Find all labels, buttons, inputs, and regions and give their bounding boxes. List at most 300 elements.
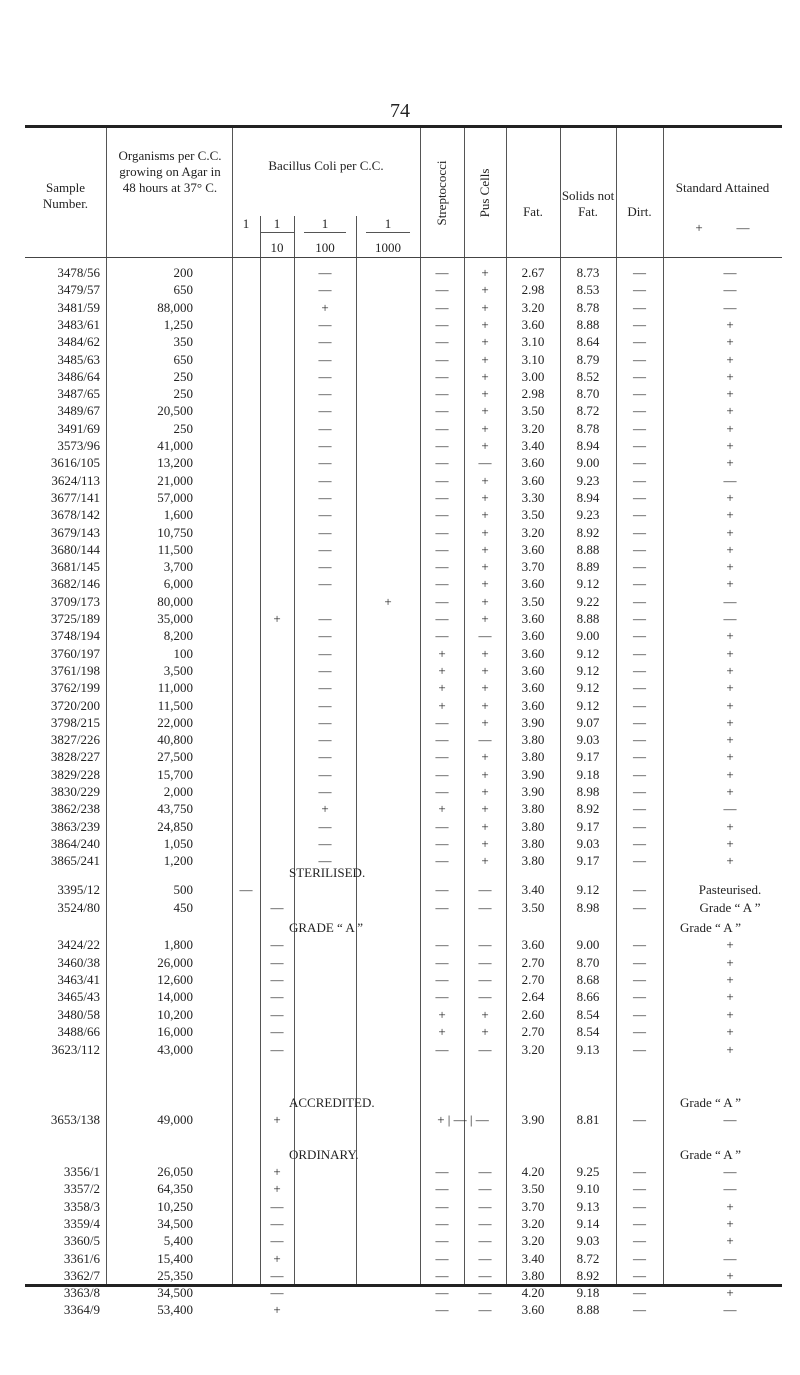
table-row — [25, 748, 782, 765]
cell-standard: — — [723, 1181, 737, 1197]
cell-coli-100: — — [318, 489, 332, 505]
cell-organisms: 27,500 — [157, 749, 193, 765]
cell-organisms: 450 — [173, 900, 193, 915]
cell-standard: + — [726, 1198, 734, 1214]
cell-fat: 3.70 — [521, 559, 545, 575]
cell-fat: 2.98 — [521, 386, 545, 402]
cell-solids: 8.66 — [576, 989, 600, 1004]
cell-fat: 3.60 — [521, 628, 545, 644]
cell-streptococci: + | — | — — [437, 1112, 489, 1127]
table-row — [25, 420, 782, 437]
cell-sample-number: 3479/57 — [57, 282, 100, 298]
cell-streptococci: — — [435, 334, 449, 350]
cell-organisms: 2,000 — [163, 784, 193, 799]
table-row — [25, 1041, 782, 1058]
cell-organisms: 1,050 — [163, 835, 193, 851]
cell-streptococci: — — [435, 420, 449, 436]
table-row — [25, 281, 782, 298]
cell-standard: + — [726, 766, 734, 782]
cell-solids: 9.03 — [576, 835, 600, 851]
cell-sample-number: 3862/238 — [50, 801, 100, 817]
cell-pus-cells: + — [481, 801, 489, 817]
cell-streptococci: — — [435, 1164, 449, 1179]
cell-solids: 8.92 — [576, 524, 600, 540]
cell-coli-100: — — [318, 507, 332, 523]
header-standard: Standard Attained — [675, 180, 770, 195]
cell-pus-cells: — — [478, 955, 492, 970]
cell-organisms: 26,000 — [157, 955, 193, 970]
cell-fat: 3.50 — [521, 1181, 545, 1197]
cell-standard: + — [726, 1285, 734, 1301]
cell-solids: 9.00 — [576, 937, 600, 952]
cell-dirt: — — [633, 611, 646, 626]
cell-fat: 3.90 — [521, 1112, 545, 1127]
cell-solids: 9.12 — [576, 680, 600, 696]
cell-streptococci: + — [438, 680, 446, 696]
cell-standard: — — [723, 593, 737, 609]
cell-solids: 9.23 — [576, 507, 600, 523]
cell-fat: 3.20 — [521, 420, 545, 436]
cell-fat: 3.20 — [521, 1233, 545, 1249]
cell-streptococci: — — [435, 438, 449, 453]
cell-standard: — — [723, 611, 737, 626]
cell-coli-100: — — [318, 732, 332, 748]
cell-dirt: — — [633, 1302, 646, 1318]
cell-coli-10: + — [273, 611, 281, 626]
cell-dirt: — — [633, 282, 646, 298]
header-coli-10-num: 1 — [260, 216, 294, 233]
cell-pus-cells: + — [481, 680, 489, 696]
table-row — [25, 385, 782, 402]
cell-fat: 3.80 — [521, 853, 545, 869]
cell-coli-100: — — [318, 766, 332, 782]
cell-solids: 8.64 — [576, 334, 600, 350]
table-row — [25, 1301, 782, 1318]
cell-solids: 9.10 — [576, 1181, 600, 1197]
cell-coli-100: — — [318, 680, 332, 696]
cell-dirt: — — [633, 714, 646, 730]
cell-pus-cells: + — [481, 472, 489, 488]
cell-pus-cells: — — [478, 1215, 492, 1231]
cell-fat: 3.60 — [521, 662, 545, 678]
cell-pus-cells: + — [481, 1024, 489, 1039]
cell-dirt: — — [633, 559, 646, 575]
cell-streptococci: — — [435, 714, 449, 730]
cell-coli-1000: + — [384, 593, 392, 609]
cell-dirt: — — [633, 1267, 646, 1283]
cell-dirt: — — [633, 818, 646, 834]
table-row — [25, 988, 782, 1005]
cell-streptococci: — — [435, 784, 449, 799]
cell-fat: 2.67 — [521, 265, 545, 280]
cell-sample-number: 3827/226 — [50, 732, 100, 748]
cell-pus-cells: — — [478, 1250, 492, 1266]
cell-coli-100: — — [318, 403, 332, 419]
cell-solids: 9.18 — [576, 766, 600, 782]
cell-solids: 8.88 — [576, 1302, 600, 1318]
cell-fat: 2.98 — [521, 282, 545, 298]
cell-pus-cells: — — [478, 900, 492, 915]
cell-dirt: — — [633, 801, 646, 817]
cell-pus-cells: + — [481, 611, 489, 626]
cell-solids: 9.17 — [576, 818, 600, 834]
cell-sample-number: 3363/8 — [63, 1285, 100, 1301]
cell-standard: + — [726, 438, 734, 453]
cell-streptococci: — — [435, 455, 449, 471]
table-row — [25, 954, 782, 971]
table-row — [25, 1284, 782, 1301]
cell-dirt: — — [633, 368, 646, 384]
cell-pus-cells: + — [481, 265, 489, 280]
cell-organisms: 10,750 — [157, 524, 193, 540]
table-row — [25, 1163, 782, 1180]
cell-sample-number: 3677/141 — [50, 489, 100, 505]
cell-dirt: — — [633, 386, 646, 402]
cell-sample-number: 3678/142 — [50, 507, 100, 523]
cell-fat: 3.60 — [521, 472, 545, 488]
cell-dirt: — — [633, 524, 646, 540]
cell-sample-number: 3864/240 — [50, 835, 100, 851]
cell-sample-number: 3524/80 — [57, 900, 100, 915]
cell-dirt: — — [633, 645, 646, 661]
cell-streptococci: — — [435, 489, 449, 505]
cell-dirt: — — [633, 937, 646, 952]
cell-fat: 3.80 — [521, 835, 545, 851]
cell-standard: + — [726, 351, 734, 367]
cell-solids: 8.68 — [576, 972, 600, 987]
cell-organisms: 350 — [173, 334, 193, 350]
cell-standard: + — [726, 937, 734, 952]
cell-sample-number: 3362/7 — [63, 1267, 100, 1283]
note-grade-a-right: Grade “ A ” — [680, 1147, 742, 1162]
cell-sample-number: 3829/228 — [50, 766, 100, 782]
cell-fat: 3.50 — [521, 900, 545, 915]
cell-organisms: 3,500 — [163, 662, 193, 678]
table-row — [25, 541, 782, 558]
cell-streptococci: + — [438, 801, 446, 817]
cell-solids: 8.92 — [576, 1267, 600, 1283]
cell-fat: 3.10 — [521, 351, 545, 367]
table-row — [25, 899, 782, 916]
cell-organisms: 500 — [173, 882, 193, 897]
cell-dirt: — — [633, 403, 646, 419]
cell-pus-cells: — — [478, 1198, 492, 1214]
header-rule — [25, 257, 782, 258]
cell-streptococci: — — [435, 818, 449, 834]
cell-organisms: 41,000 — [157, 438, 193, 453]
table-row — [25, 1023, 782, 1040]
cell-streptococci: — — [435, 749, 449, 765]
cell-coli-100: — — [318, 438, 332, 453]
cell-dirt: — — [633, 1042, 646, 1057]
cell-solids: 8.79 — [576, 351, 600, 367]
cell-fat: 3.40 — [521, 1250, 545, 1266]
cell-coli-100: — — [318, 316, 332, 332]
table-row — [25, 766, 782, 783]
cell-standard: + — [726, 420, 734, 436]
cell-pus-cells: + — [481, 645, 489, 661]
cell-solids: 8.78 — [576, 299, 600, 315]
cell-solids: 9.17 — [576, 749, 600, 765]
cell-sample-number: 3616/105 — [50, 455, 100, 471]
cell-organisms: 650 — [173, 351, 193, 367]
cell-organisms: 11,500 — [157, 697, 193, 713]
cell-dirt: — — [633, 680, 646, 696]
header-coli-1000-den: 1000 — [375, 240, 401, 255]
cell-coli-100: — — [318, 645, 332, 661]
cell-standard: + — [726, 541, 734, 557]
cell-coli-100: — — [318, 628, 332, 644]
cell-solids: 9.00 — [576, 628, 600, 644]
cell-fat: 3.20 — [521, 1042, 545, 1057]
cell-sample-number: 3762/199 — [50, 680, 100, 696]
cell-coli-100: — — [318, 420, 332, 436]
cell-standard: + — [726, 697, 734, 713]
cell-coli-10: + — [273, 1250, 281, 1266]
cell-coli-100: — — [318, 282, 332, 298]
cell-streptococci: — — [435, 1198, 449, 1214]
header-solids: Solids not Fat. — [561, 188, 615, 219]
table-row — [25, 783, 782, 800]
cell-standard: + — [726, 835, 734, 851]
cell-standard: + — [726, 386, 734, 402]
cell-solids: 9.13 — [576, 1198, 600, 1214]
table-row — [25, 593, 782, 610]
cell-standard: + — [726, 1215, 734, 1231]
note-grade-a-right: Grade “ A ” — [680, 920, 742, 935]
cell-organisms: 22,000 — [157, 714, 193, 730]
cell-coli-10: + — [273, 1112, 281, 1127]
cell-coli-100: + — [321, 299, 329, 315]
cell-solids: 9.25 — [576, 1164, 600, 1179]
cell-sample-number: 3484/62 — [57, 334, 100, 350]
cell-coli-100: — — [318, 541, 332, 557]
cell-dirt: — — [633, 784, 646, 799]
cell-dirt: — — [633, 1112, 646, 1127]
cell-organisms: 16,000 — [157, 1024, 193, 1039]
cell-dirt: — — [633, 900, 646, 915]
cell-sample-number: 3483/61 — [57, 316, 100, 332]
cell-standard: + — [726, 334, 734, 350]
cell-dirt: — — [633, 351, 646, 367]
cell-standard: + — [726, 1233, 734, 1249]
cell-dirt: — — [633, 489, 646, 505]
cell-solids: 9.00 — [576, 455, 600, 471]
cell-fat: 3.80 — [521, 1267, 545, 1283]
cell-fat: 2.64 — [521, 989, 545, 1004]
cell-sample-number: 3361/6 — [63, 1250, 100, 1266]
cell-pus-cells: + — [481, 438, 489, 453]
header-coli-title: Bacillus Coli per C.C. — [268, 158, 384, 173]
table-row — [25, 1198, 782, 1215]
cell-streptococci: — — [435, 368, 449, 384]
cell-sample-number: 3460/38 — [57, 955, 100, 970]
cell-dirt: — — [633, 766, 646, 782]
cell-fat: 3.60 — [521, 611, 545, 626]
table-row — [25, 575, 782, 592]
cell-solids: 8.72 — [576, 403, 600, 419]
cell-standard: + — [726, 955, 734, 970]
cell-sample-number: 3486/64 — [57, 368, 100, 384]
cell-solids: 8.54 — [576, 1024, 600, 1039]
cell-sample-number: 3624/113 — [51, 472, 100, 488]
cell-organisms: 43,000 — [157, 1042, 193, 1057]
cell-solids: 8.73 — [576, 265, 600, 280]
cell-sample-number: 3709/173 — [50, 593, 100, 609]
cell-solids: 8.92 — [576, 801, 600, 817]
cell-dirt: — — [633, 882, 646, 897]
cell-fat: 3.50 — [521, 593, 545, 609]
cell-dirt: — — [633, 455, 646, 471]
cell-streptococci: — — [435, 853, 449, 869]
cell-pus-cells: + — [481, 299, 489, 315]
cell-streptococci: — — [435, 524, 449, 540]
table-row — [25, 472, 782, 489]
cell-solids: 9.17 — [576, 853, 600, 869]
cell-sample-number: 3360/5 — [63, 1233, 100, 1249]
cell-dirt: — — [633, 265, 646, 280]
cell-organisms: 15,400 — [157, 1250, 193, 1266]
cell-organisms: 1,200 — [163, 853, 193, 869]
cell-coli-100: — — [318, 662, 332, 678]
cell-standard: + — [726, 1007, 734, 1022]
cell-sample-number: 3364/9 — [63, 1302, 100, 1318]
cell-sample-number: 3463/41 — [57, 972, 100, 987]
cell-pus-cells: — — [478, 972, 492, 987]
cell-pus-cells: + — [481, 386, 489, 402]
cell-sample-number: 3679/143 — [50, 524, 100, 540]
cell-organisms: 250 — [173, 386, 193, 402]
cell-coli-10: — — [270, 1233, 284, 1249]
table-row — [25, 524, 782, 541]
header-coli-100-den: 100 — [315, 240, 335, 255]
cell-pus-cells: — — [478, 628, 492, 644]
cell-dirt: — — [633, 438, 646, 453]
cell-fat: 3.80 — [521, 818, 545, 834]
cell-coli-10: — — [270, 1215, 284, 1231]
cell-coli-1: — — [239, 882, 253, 897]
cell-streptococci: — — [435, 937, 449, 952]
cell-solids: 8.70 — [576, 386, 600, 402]
cell-fat: 3.50 — [521, 507, 545, 523]
cell-streptococci: — — [435, 299, 449, 315]
table-row — [25, 454, 782, 471]
cell-fat: 3.60 — [521, 541, 545, 557]
milk-sample-table — [25, 125, 782, 1318]
cell-dirt: — — [633, 299, 646, 315]
cell-sample-number: 3465/43 — [57, 989, 100, 1004]
cell-coli-100: — — [318, 524, 332, 540]
cell-sample-number: 3478/56 — [57, 265, 100, 280]
cell-fat: 3.60 — [521, 645, 545, 661]
cell-streptococci: — — [435, 576, 449, 592]
cell-dirt: — — [633, 420, 646, 436]
cell-dirt: — — [633, 1233, 646, 1249]
cell-dirt: — — [633, 1181, 646, 1197]
cell-coli-100: — — [318, 559, 332, 575]
cell-solids: 8.72 — [576, 1250, 600, 1266]
cell-fat: 3.60 — [521, 680, 545, 696]
cell-pus-cells: + — [481, 351, 489, 367]
table-row — [25, 506, 782, 523]
cell-standard: — — [723, 1112, 737, 1127]
cell-sample-number: 3680/144 — [50, 541, 100, 557]
cell-pus-cells: + — [481, 835, 489, 851]
table-row — [25, 299, 782, 316]
cell-sample-number: 3761/198 — [50, 662, 100, 678]
cell-fat: 3.80 — [521, 732, 545, 748]
cell-dirt: — — [633, 853, 646, 869]
cell-solids: 8.98 — [576, 900, 600, 915]
cell-streptococci: — — [435, 900, 449, 915]
cell-streptococci: — — [435, 282, 449, 298]
cell-standard: — — [723, 801, 737, 817]
cell-coli-10: — — [270, 1007, 284, 1022]
header-sample: Sample Number. — [42, 180, 89, 211]
table-row — [25, 852, 782, 869]
fraction-bar — [366, 232, 410, 233]
cell-sample-number: 3798/215 — [50, 714, 100, 730]
cell-sample-number: 3681/145 — [50, 559, 100, 575]
table-row — [25, 402, 782, 419]
cell-solids: 8.88 — [576, 541, 600, 557]
cell-fat: 3.70 — [521, 1198, 545, 1214]
fraction-bar — [304, 232, 346, 233]
cell-organisms: 200 — [173, 265, 193, 280]
cell-fat: 3.40 — [521, 438, 545, 453]
cell-pus-cells: + — [481, 766, 489, 782]
cell-streptococci: + — [438, 662, 446, 678]
note-accredited: ACCREDITED. — [289, 1095, 375, 1110]
cell-standard: + — [726, 662, 734, 678]
cell-sample-number: 3358/3 — [63, 1198, 100, 1214]
cell-pus-cells: — — [478, 1302, 492, 1318]
header-coli-1: 1 — [242, 216, 250, 231]
cell-solids: 8.88 — [576, 316, 600, 332]
cell-dirt: — — [633, 697, 646, 713]
cell-pus-cells: + — [481, 559, 489, 575]
table-row — [25, 333, 782, 350]
cell-organisms: 35,000 — [157, 611, 193, 626]
table-row — [25, 489, 782, 506]
cell-streptococci: — — [435, 1181, 449, 1197]
cell-sample-number: 3720/200 — [50, 697, 100, 713]
cell-streptococci: + — [438, 645, 446, 661]
cell-organisms: 80,000 — [157, 593, 193, 609]
cell-streptococci: — — [435, 1042, 449, 1057]
table-row — [25, 881, 782, 898]
cell-pus-cells: + — [481, 368, 489, 384]
cell-standard: + — [726, 972, 734, 987]
note-sterilised: STERILISED. — [289, 865, 366, 880]
cell-sample-number: 3830/229 — [50, 784, 100, 799]
table-row — [25, 558, 782, 575]
cell-dirt: — — [633, 1024, 646, 1039]
cell-sample-number: 3488/66 — [57, 1024, 100, 1039]
table-row — [25, 800, 782, 817]
cell-pus-cells: + — [481, 576, 489, 592]
cell-dirt: — — [633, 628, 646, 644]
header-fat: Fat. — [523, 204, 543, 219]
cell-solids: 9.18 — [576, 1285, 600, 1301]
cell-coli-100: — — [318, 472, 332, 488]
cell-sample-number: 3485/63 — [57, 351, 100, 367]
cell-organisms: 5,400 — [163, 1233, 193, 1249]
cell-fat: 3.80 — [521, 749, 545, 765]
cell-solids: 9.14 — [576, 1215, 600, 1231]
cell-standard: + — [726, 714, 734, 730]
cell-fat: 3.20 — [521, 524, 545, 540]
